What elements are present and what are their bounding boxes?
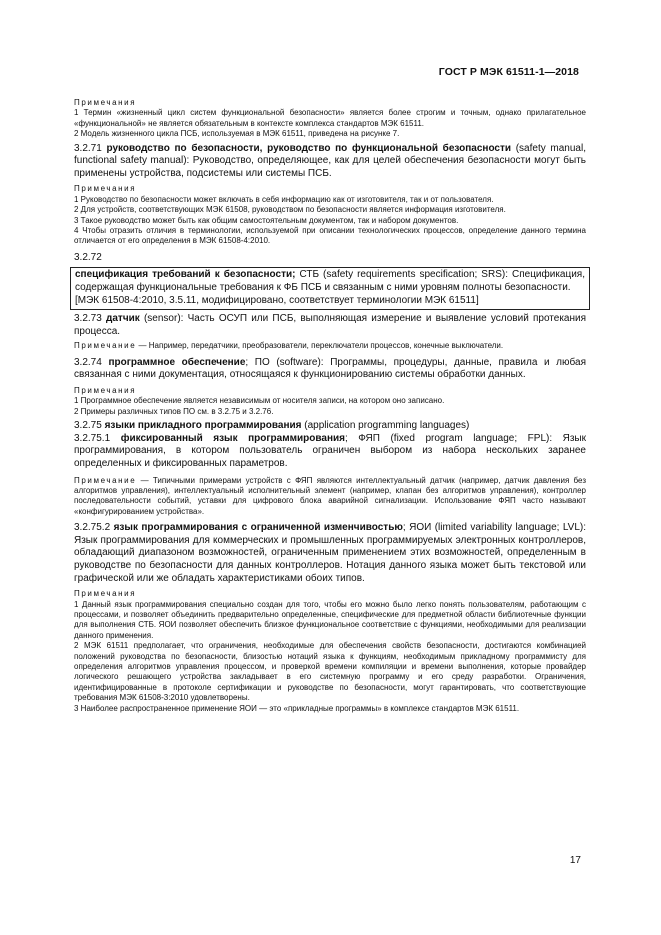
term-title: программное обеспечение xyxy=(108,356,246,368)
note-label: Примечание xyxy=(74,475,137,485)
note: 1 Программное обеспечение является независимым от носителя записи, на котором оно записано. xyxy=(74,396,445,406)
term-number: 3.2.75.2 xyxy=(74,522,111,534)
note-label: Примечание xyxy=(74,341,137,351)
note-single: Примечание — Типичными примерами устройств с ФЯП являются интеллектуальный датчик (например, датчик давления без алгоритмов управления), интеллектуальный исполнительный элемент (например, клапан без алгоритмов управления), контроллер последовательности событий, уставки для цифрового блока аварийной сигнализации. Использование ФЯП часто называют «конфигурированием устройства». xyxy=(74,475,586,516)
term-3-2-73 xyxy=(74,313,586,338)
note: 2 Примеры различных типов ПО см. в 3.2.75 и 3.2.76. xyxy=(74,406,274,416)
notes-label: Примечания xyxy=(74,589,137,599)
term-number: 3.2.75.1 xyxy=(74,432,111,444)
note: 3 Наиболее распространенное применение ЯОИ — это «прикладные программы» в комплексе стандартов МЭК 61511. xyxy=(74,703,520,713)
term-title: руководство по безопасности, руководство по функциональной безопасности xyxy=(106,142,512,154)
term-title: спецификация требований к безопасности; xyxy=(75,269,296,281)
term-3-2-75 xyxy=(74,420,586,433)
term-box-3-2-72 xyxy=(70,267,590,310)
document-id: ГОСТ Р МЭК 61511-1—2018 xyxy=(438,66,579,78)
note: 1 Руководство по безопасности может включать в себя информацию как от изготовителя, так и от пользователя. xyxy=(74,194,494,204)
term-3-2-72 xyxy=(75,269,585,294)
term-definition: (sensor): Часть ОСУП или ПСБ, выполняющая измерение и выявление условий протекания процесса. xyxy=(74,313,586,337)
note: 2 Модель жизненного цикла ПСБ, используемая в МЭК 61511, приведена на рисунке 7. xyxy=(74,129,400,139)
term-reference: [МЭК 61508-4:2010, 3.5.11, модифицировано, соответствует терминологии МЭК 61511] xyxy=(75,294,479,306)
term-number: 3.2.74 xyxy=(74,356,102,368)
term-3-2-71 xyxy=(74,143,586,181)
term-title: фиксированный язык программирования xyxy=(120,432,345,444)
term-definition: (safety manual, functional safety manual): Руководство, определяющее, как для целей обеспечения безопасности могут быть применены устройства, подсистемы или системы ПСБ. xyxy=(74,142,586,179)
term-number: 3.2.71 xyxy=(74,142,102,154)
note: 2 Для устройств, соответствующих МЭК 61508, руководством по безопасности является информация изготовителя. xyxy=(74,205,506,215)
term-definition: (application programming languages) xyxy=(301,420,470,432)
term-title: язык программирования с ограниченной изменчивостью xyxy=(113,522,403,534)
term-definition: ; ПО (software): Программы, процедуры, данные, правила и любая связанная с ними документация, относящаяся к функционированию системы обработки данных. xyxy=(74,356,586,381)
term-number: 3.2.75 xyxy=(74,420,102,432)
term-number: 3.2.73 xyxy=(74,313,102,325)
term-definition: СТБ (safety requirements specification; SRS): Спецификация, содержащая функциональные требования к ФБ ПСБ и связанным с ними уровням полноты безопасности. xyxy=(75,269,585,294)
page-number: 17 xyxy=(569,855,581,866)
term-number: 3.2.72 xyxy=(74,251,102,263)
notes-label: Примечания xyxy=(74,98,137,107)
note: 3 Такое руководство может быть как общим самостоятельным документом, так и набором документов. xyxy=(74,215,459,225)
term-3-2-75-1 xyxy=(74,433,586,471)
notes-label: Примечания xyxy=(74,386,137,395)
note: 4 Чтобы отразить отличия в терминологии, используемой при описании технологических процессов, определение данного термина отличается от его определения в МЭК 61508-4:2010. xyxy=(74,226,586,246)
note-single: Примечание — Например, передатчики, преобразователи, переключатели процессов, конечные выключатели. xyxy=(74,341,504,351)
term-title: языки прикладного программирования xyxy=(104,420,302,432)
note: 2 МЭК 61511 предполагает, что ограничения, необходимые для обеспечения свойств безопасности, достигаются комбинацией положений руководства по безопасности, близостью нотаций языка к функциям, необходимым прикладному программисту для определения алгоритмов управления процессом, и проверкой времени компиляции и времени выполнения, которые провайдер логического решающего устройства закладывает в его системную программу и его среду разработки. Ограничения, идентифицированные в протоколе сертификации и руководстве по безопасности, могут гарантировать, что соответствующие требования МЭК 61508-3:2010 удовлетворены. xyxy=(74,641,586,703)
term-title: датчик xyxy=(106,313,140,325)
page-content xyxy=(74,98,586,714)
note: 1 Данный язык программирования специально создан для того, чтобы его можно было легко понять пользователям, работающим с процессами, и позволяет объединить предварительно определенные, специфические для предметной области библиотечные функции для выполнения СТБ. ЯОИ позволяет обеспечить близкое функциональное соответствие с функциями, необходимыми для реализации данного применения. xyxy=(74,599,586,640)
term-definition: ; ФЯП (fixed program language; FPL): Язык программирования, в котором пользователь ограничен выбором из набора нескольких заранее определенных и фиксированных параметров. xyxy=(74,432,586,469)
term-definition: ; ЯОИ (limited variability language; LVL): Язык программирования для коммерческих и промышленных программируемых электронных контроллеров, обладающий диапазоном возможностей, ограниченным применением этих возможностей, определенным в руководстве по безопасности для данных контроллеров. Нотация данного языка может быть текстовой или графической или же обладать характеристиками обоих типов. xyxy=(74,522,587,584)
term-3-2-74 xyxy=(74,357,586,382)
note: 1 Термин «жизненный цикл систем функциональной безопасности» является более строгим и точным, однако прилагательное «функциональной» не является обязательным в контексте комплекса стандартов МЭК 61511. xyxy=(74,108,586,128)
notes-label: Примечания xyxy=(74,184,137,194)
term-3-2-75-2 xyxy=(74,522,586,585)
